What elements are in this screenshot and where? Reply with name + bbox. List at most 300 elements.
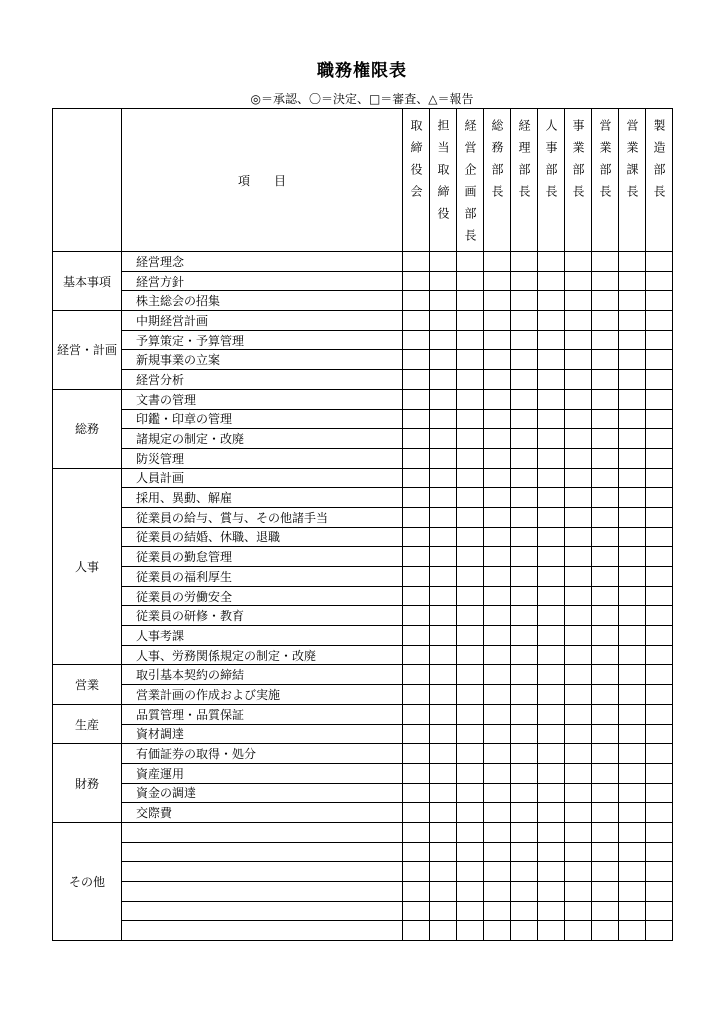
authority-cell[interactable] — [646, 409, 673, 429]
authority-cell[interactable] — [457, 468, 484, 488]
authority-cell[interactable] — [565, 567, 592, 587]
authority-cell[interactable] — [592, 626, 619, 646]
authority-cell[interactable] — [538, 468, 565, 488]
authority-cell[interactable] — [619, 626, 646, 646]
authority-cell[interactable] — [619, 252, 646, 272]
authority-cell[interactable] — [457, 409, 484, 429]
authority-cell[interactable] — [538, 370, 565, 390]
authority-cell[interactable] — [646, 468, 673, 488]
authority-cell[interactable] — [511, 330, 538, 350]
authority-cell[interactable] — [484, 527, 511, 547]
authority-cell[interactable] — [403, 901, 430, 921]
authority-cell[interactable] — [403, 882, 430, 902]
authority-cell[interactable] — [592, 882, 619, 902]
authority-cell[interactable] — [592, 291, 619, 311]
authority-cell[interactable] — [457, 862, 484, 882]
authority-cell[interactable] — [538, 350, 565, 370]
authority-cell[interactable] — [484, 744, 511, 764]
authority-cell[interactable] — [457, 586, 484, 606]
authority-cell[interactable] — [538, 586, 565, 606]
authority-cell[interactable] — [538, 626, 565, 646]
authority-cell[interactable] — [484, 252, 511, 272]
authority-cell[interactable] — [430, 389, 457, 409]
authority-cell[interactable] — [403, 468, 430, 488]
authority-cell[interactable] — [646, 330, 673, 350]
authority-cell[interactable] — [619, 704, 646, 724]
authority-cell[interactable] — [592, 921, 619, 941]
authority-cell[interactable] — [457, 803, 484, 823]
authority-cell[interactable] — [592, 527, 619, 547]
authority-cell[interactable] — [538, 311, 565, 331]
authority-cell[interactable] — [592, 862, 619, 882]
authority-cell[interactable] — [511, 626, 538, 646]
authority-cell[interactable] — [619, 291, 646, 311]
authority-cell[interactable] — [565, 763, 592, 783]
authority-cell[interactable] — [457, 389, 484, 409]
authority-cell[interactable] — [457, 842, 484, 862]
authority-cell[interactable] — [511, 842, 538, 862]
authority-cell[interactable] — [403, 330, 430, 350]
authority-cell[interactable] — [403, 370, 430, 390]
authority-cell[interactable] — [457, 271, 484, 291]
authority-cell[interactable] — [538, 685, 565, 705]
authority-cell[interactable] — [538, 744, 565, 764]
authority-cell[interactable] — [565, 468, 592, 488]
authority-cell[interactable] — [538, 862, 565, 882]
authority-cell[interactable] — [457, 744, 484, 764]
authority-cell[interactable] — [619, 409, 646, 429]
authority-cell[interactable] — [457, 685, 484, 705]
authority-cell[interactable] — [484, 429, 511, 449]
authority-cell[interactable] — [538, 389, 565, 409]
authority-cell[interactable] — [457, 429, 484, 449]
authority-cell[interactable] — [565, 724, 592, 744]
authority-cell[interactable] — [565, 685, 592, 705]
authority-cell[interactable] — [457, 350, 484, 370]
authority-cell[interactable] — [511, 901, 538, 921]
authority-cell[interactable] — [403, 291, 430, 311]
authority-cell[interactable] — [511, 763, 538, 783]
authority-cell[interactable] — [511, 350, 538, 370]
authority-cell[interactable] — [403, 448, 430, 468]
authority-cell[interactable] — [430, 547, 457, 567]
authority-cell[interactable] — [430, 311, 457, 331]
authority-cell[interactable] — [565, 921, 592, 941]
authority-cell[interactable] — [511, 724, 538, 744]
authority-cell[interactable] — [619, 842, 646, 862]
authority-cell[interactable] — [511, 370, 538, 390]
authority-cell[interactable] — [646, 901, 673, 921]
authority-cell[interactable] — [619, 685, 646, 705]
authority-cell[interactable] — [538, 822, 565, 842]
authority-cell[interactable] — [403, 645, 430, 665]
authority-cell[interactable] — [619, 468, 646, 488]
authority-cell[interactable] — [457, 370, 484, 390]
authority-cell[interactable] — [511, 527, 538, 547]
authority-cell[interactable] — [565, 271, 592, 291]
authority-cell[interactable] — [403, 862, 430, 882]
authority-cell[interactable] — [484, 822, 511, 842]
authority-cell[interactable] — [538, 763, 565, 783]
authority-cell[interactable] — [592, 783, 619, 803]
authority-cell[interactable] — [619, 862, 646, 882]
authority-cell[interactable] — [646, 763, 673, 783]
authority-cell[interactable] — [538, 606, 565, 626]
authority-cell[interactable] — [592, 803, 619, 823]
authority-cell[interactable] — [484, 468, 511, 488]
authority-cell[interactable] — [430, 488, 457, 508]
authority-cell[interactable] — [646, 626, 673, 646]
authority-cell[interactable] — [646, 291, 673, 311]
authority-cell[interactable] — [484, 803, 511, 823]
authority-cell[interactable] — [484, 882, 511, 902]
authority-cell[interactable] — [565, 488, 592, 508]
authority-cell[interactable] — [646, 783, 673, 803]
authority-cell[interactable] — [430, 448, 457, 468]
authority-cell[interactable] — [565, 882, 592, 902]
authority-cell[interactable] — [592, 567, 619, 587]
authority-cell[interactable] — [538, 704, 565, 724]
authority-cell[interactable] — [430, 744, 457, 764]
authority-cell[interactable] — [592, 645, 619, 665]
authority-cell[interactable] — [511, 252, 538, 272]
authority-cell[interactable] — [565, 409, 592, 429]
authority-cell[interactable] — [484, 370, 511, 390]
authority-cell[interactable] — [484, 350, 511, 370]
authority-cell[interactable] — [619, 389, 646, 409]
authority-cell[interactable] — [511, 409, 538, 429]
authority-cell[interactable] — [484, 409, 511, 429]
authority-cell[interactable] — [592, 370, 619, 390]
authority-cell[interactable] — [511, 921, 538, 941]
authority-cell[interactable] — [430, 665, 457, 685]
authority-cell[interactable] — [646, 822, 673, 842]
authority-cell[interactable] — [430, 882, 457, 902]
authority-cell[interactable] — [484, 842, 511, 862]
authority-cell[interactable] — [565, 429, 592, 449]
authority-cell[interactable] — [484, 507, 511, 527]
authority-cell[interactable] — [484, 665, 511, 685]
authority-cell[interactable] — [538, 252, 565, 272]
authority-cell[interactable] — [430, 586, 457, 606]
authority-cell[interactable] — [403, 842, 430, 862]
authority-cell[interactable] — [511, 803, 538, 823]
authority-cell[interactable] — [592, 448, 619, 468]
authority-cell[interactable] — [538, 448, 565, 468]
authority-cell[interactable] — [430, 291, 457, 311]
authority-cell[interactable] — [646, 665, 673, 685]
authority-cell[interactable] — [619, 567, 646, 587]
authority-cell[interactable] — [403, 271, 430, 291]
authority-cell[interactable] — [565, 645, 592, 665]
authority-cell[interactable] — [646, 507, 673, 527]
authority-cell[interactable] — [484, 704, 511, 724]
authority-cell[interactable] — [457, 252, 484, 272]
authority-cell[interactable] — [538, 271, 565, 291]
authority-cell[interactable] — [484, 586, 511, 606]
authority-cell[interactable] — [457, 783, 484, 803]
authority-cell[interactable] — [457, 704, 484, 724]
authority-cell[interactable] — [646, 389, 673, 409]
authority-cell[interactable] — [430, 921, 457, 941]
authority-cell[interactable] — [646, 724, 673, 744]
authority-cell[interactable] — [592, 311, 619, 331]
authority-cell[interactable] — [646, 567, 673, 587]
authority-cell[interactable] — [619, 586, 646, 606]
authority-cell[interactable] — [565, 901, 592, 921]
authority-cell[interactable] — [565, 822, 592, 842]
authority-cell[interactable] — [430, 527, 457, 547]
authority-cell[interactable] — [484, 862, 511, 882]
authority-cell[interactable] — [484, 547, 511, 567]
authority-cell[interactable] — [619, 429, 646, 449]
authority-cell[interactable] — [430, 645, 457, 665]
authority-cell[interactable] — [511, 448, 538, 468]
authority-cell[interactable] — [619, 822, 646, 842]
authority-cell[interactable] — [403, 704, 430, 724]
authority-cell[interactable] — [484, 271, 511, 291]
authority-cell[interactable] — [484, 488, 511, 508]
authority-cell[interactable] — [511, 822, 538, 842]
authority-cell[interactable] — [619, 370, 646, 390]
authority-cell[interactable] — [457, 921, 484, 941]
authority-cell[interactable] — [538, 507, 565, 527]
authority-cell[interactable] — [457, 901, 484, 921]
authority-cell[interactable] — [484, 645, 511, 665]
authority-cell[interactable] — [457, 448, 484, 468]
authority-cell[interactable] — [592, 744, 619, 764]
authority-cell[interactable] — [565, 547, 592, 567]
authority-cell[interactable] — [538, 783, 565, 803]
authority-cell[interactable] — [484, 330, 511, 350]
authority-cell[interactable] — [592, 252, 619, 272]
authority-cell[interactable] — [403, 744, 430, 764]
authority-cell[interactable] — [457, 665, 484, 685]
authority-cell[interactable] — [565, 291, 592, 311]
authority-cell[interactable] — [538, 803, 565, 823]
authority-cell[interactable] — [619, 901, 646, 921]
authority-cell[interactable] — [403, 685, 430, 705]
authority-cell[interactable] — [403, 350, 430, 370]
authority-cell[interactable] — [457, 822, 484, 842]
authority-cell[interactable] — [619, 744, 646, 764]
authority-cell[interactable] — [592, 665, 619, 685]
authority-cell[interactable] — [592, 507, 619, 527]
authority-cell[interactable] — [484, 311, 511, 331]
authority-cell[interactable] — [457, 645, 484, 665]
authority-cell[interactable] — [457, 567, 484, 587]
authority-cell[interactable] — [403, 665, 430, 685]
authority-cell[interactable] — [511, 429, 538, 449]
authority-cell[interactable] — [430, 606, 457, 626]
authority-cell[interactable] — [511, 704, 538, 724]
authority-cell[interactable] — [538, 429, 565, 449]
authority-cell[interactable] — [457, 527, 484, 547]
authority-cell[interactable] — [457, 488, 484, 508]
authority-cell[interactable] — [403, 507, 430, 527]
authority-cell[interactable] — [619, 350, 646, 370]
authority-cell[interactable] — [511, 468, 538, 488]
authority-cell[interactable] — [430, 507, 457, 527]
authority-cell[interactable] — [538, 409, 565, 429]
authority-cell[interactable] — [646, 842, 673, 862]
authority-cell[interactable] — [619, 724, 646, 744]
authority-cell[interactable] — [565, 350, 592, 370]
authority-cell[interactable] — [646, 862, 673, 882]
authority-cell[interactable] — [457, 311, 484, 331]
authority-cell[interactable] — [538, 645, 565, 665]
authority-cell[interactable] — [457, 330, 484, 350]
authority-cell[interactable] — [511, 271, 538, 291]
authority-cell[interactable] — [430, 252, 457, 272]
authority-cell[interactable] — [484, 448, 511, 468]
authority-cell[interactable] — [619, 527, 646, 547]
authority-cell[interactable] — [430, 685, 457, 705]
authority-cell[interactable] — [619, 547, 646, 567]
authority-cell[interactable] — [484, 763, 511, 783]
authority-cell[interactable] — [430, 468, 457, 488]
authority-cell[interactable] — [457, 724, 484, 744]
authority-cell[interactable] — [511, 547, 538, 567]
authority-cell[interactable] — [430, 330, 457, 350]
authority-cell[interactable] — [457, 547, 484, 567]
authority-cell[interactable] — [511, 645, 538, 665]
authority-cell[interactable] — [484, 626, 511, 646]
authority-cell[interactable] — [511, 586, 538, 606]
authority-cell[interactable] — [484, 291, 511, 311]
authority-cell[interactable] — [646, 921, 673, 941]
authority-cell[interactable] — [511, 744, 538, 764]
authority-cell[interactable] — [646, 311, 673, 331]
authority-cell[interactable] — [646, 448, 673, 468]
authority-cell[interactable] — [511, 882, 538, 902]
authority-cell[interactable] — [619, 803, 646, 823]
authority-cell[interactable] — [403, 724, 430, 744]
authority-cell[interactable] — [511, 389, 538, 409]
authority-cell[interactable] — [403, 783, 430, 803]
authority-cell[interactable] — [646, 882, 673, 902]
authority-cell[interactable] — [430, 429, 457, 449]
authority-cell[interactable] — [403, 547, 430, 567]
authority-cell[interactable] — [430, 783, 457, 803]
authority-cell[interactable] — [646, 803, 673, 823]
authority-cell[interactable] — [619, 448, 646, 468]
authority-cell[interactable] — [619, 783, 646, 803]
authority-cell[interactable] — [511, 507, 538, 527]
authority-cell[interactable] — [538, 665, 565, 685]
authority-cell[interactable] — [430, 763, 457, 783]
authority-cell[interactable] — [565, 704, 592, 724]
authority-cell[interactable] — [619, 311, 646, 331]
authority-cell[interactable] — [592, 724, 619, 744]
authority-cell[interactable] — [511, 685, 538, 705]
authority-cell[interactable] — [565, 252, 592, 272]
authority-cell[interactable] — [403, 822, 430, 842]
authority-cell[interactable] — [403, 389, 430, 409]
authority-cell[interactable] — [592, 330, 619, 350]
authority-cell[interactable] — [484, 783, 511, 803]
authority-cell[interactable] — [511, 665, 538, 685]
authority-cell[interactable] — [484, 606, 511, 626]
authority-cell[interactable] — [646, 370, 673, 390]
authority-cell[interactable] — [646, 645, 673, 665]
authority-cell[interactable] — [538, 291, 565, 311]
authority-cell[interactable] — [403, 606, 430, 626]
authority-cell[interactable] — [538, 921, 565, 941]
authority-cell[interactable] — [592, 685, 619, 705]
authority-cell[interactable] — [538, 488, 565, 508]
authority-cell[interactable] — [511, 862, 538, 882]
authority-cell[interactable] — [592, 901, 619, 921]
authority-cell[interactable] — [565, 330, 592, 350]
authority-cell[interactable] — [484, 389, 511, 409]
authority-cell[interactable] — [619, 665, 646, 685]
authority-cell[interactable] — [430, 862, 457, 882]
authority-cell[interactable] — [484, 901, 511, 921]
authority-cell[interactable] — [457, 291, 484, 311]
authority-cell[interactable] — [592, 704, 619, 724]
authority-cell[interactable] — [592, 586, 619, 606]
authority-cell[interactable] — [646, 547, 673, 567]
authority-cell[interactable] — [646, 271, 673, 291]
authority-cell[interactable] — [403, 252, 430, 272]
authority-cell[interactable] — [619, 882, 646, 902]
authority-cell[interactable] — [592, 606, 619, 626]
authority-cell[interactable] — [565, 389, 592, 409]
authority-cell[interactable] — [646, 527, 673, 547]
authority-cell[interactable] — [430, 842, 457, 862]
authority-cell[interactable] — [619, 606, 646, 626]
authority-cell[interactable] — [511, 567, 538, 587]
authority-cell[interactable] — [457, 507, 484, 527]
authority-cell[interactable] — [511, 291, 538, 311]
authority-cell[interactable] — [646, 429, 673, 449]
authority-cell[interactable] — [565, 507, 592, 527]
authority-cell[interactable] — [538, 330, 565, 350]
authority-cell[interactable] — [430, 409, 457, 429]
authority-cell[interactable] — [565, 311, 592, 331]
authority-cell[interactable] — [646, 586, 673, 606]
authority-cell[interactable] — [565, 606, 592, 626]
authority-cell[interactable] — [538, 842, 565, 862]
authority-cell[interactable] — [484, 685, 511, 705]
authority-cell[interactable] — [565, 862, 592, 882]
authority-cell[interactable] — [646, 704, 673, 724]
authority-cell[interactable] — [592, 350, 619, 370]
authority-cell[interactable] — [403, 429, 430, 449]
authority-cell[interactable] — [484, 921, 511, 941]
authority-cell[interactable] — [619, 507, 646, 527]
authority-cell[interactable] — [457, 626, 484, 646]
authority-cell[interactable] — [430, 803, 457, 823]
authority-cell[interactable] — [511, 783, 538, 803]
authority-cell[interactable] — [592, 842, 619, 862]
authority-cell[interactable] — [646, 350, 673, 370]
authority-cell[interactable] — [403, 488, 430, 508]
authority-cell[interactable] — [538, 527, 565, 547]
authority-cell[interactable] — [511, 606, 538, 626]
authority-cell[interactable] — [430, 724, 457, 744]
authority-cell[interactable] — [592, 468, 619, 488]
authority-cell[interactable] — [457, 763, 484, 783]
authority-cell[interactable] — [646, 685, 673, 705]
authority-cell[interactable] — [403, 921, 430, 941]
authority-cell[interactable] — [430, 350, 457, 370]
authority-cell[interactable] — [484, 724, 511, 744]
authority-cell[interactable] — [511, 488, 538, 508]
authority-cell[interactable] — [430, 901, 457, 921]
authority-cell[interactable] — [511, 311, 538, 331]
